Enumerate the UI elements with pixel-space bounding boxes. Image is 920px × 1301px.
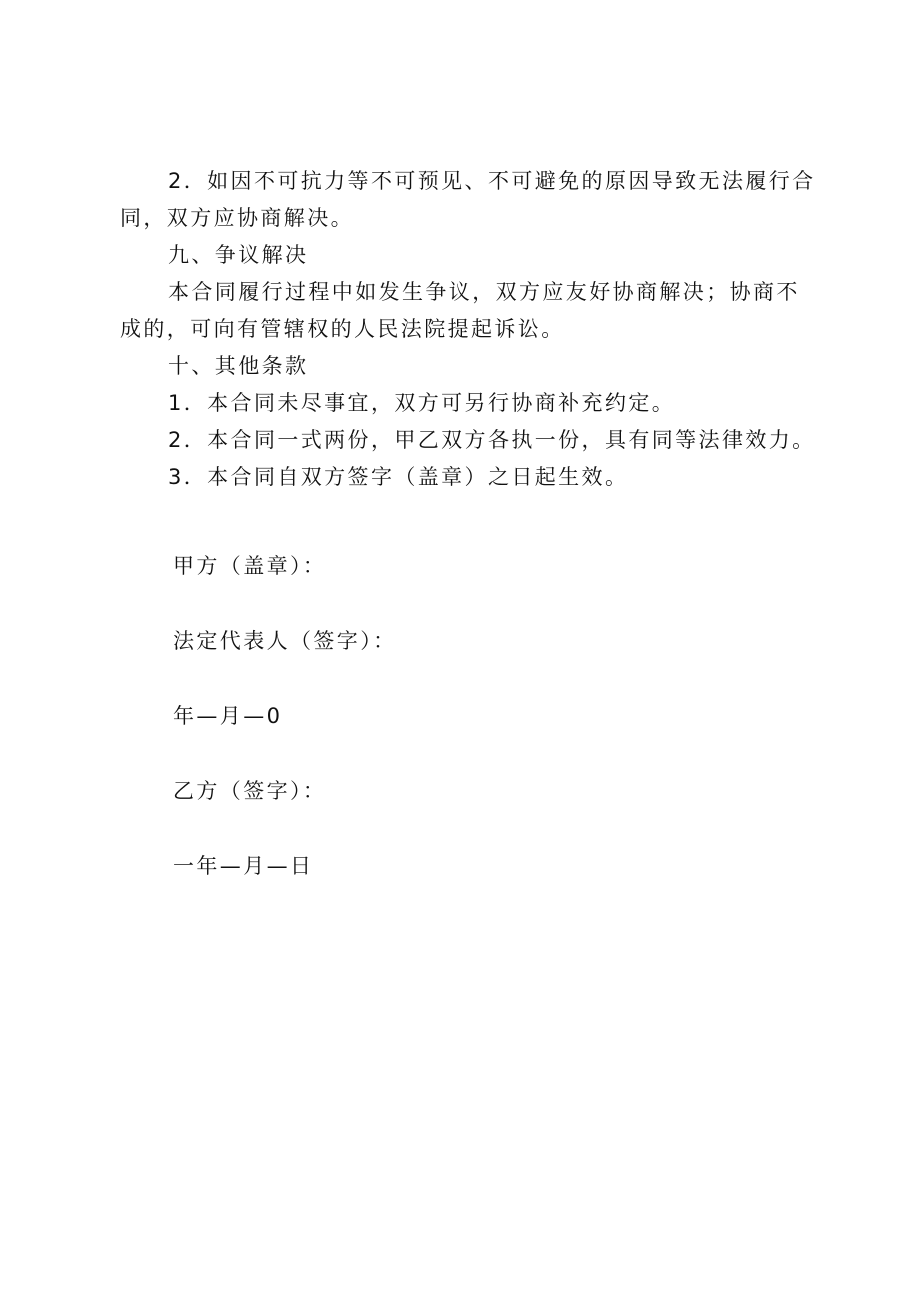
legal-representative-line: 法定代表人（签字）： [173,629,397,653]
party-a-seal-line: 甲方（盖章）： [173,554,327,578]
section-heading-other: 十、其他条款 [168,354,309,378]
clause-dispute-resolution: 本合同履行过程中如发生争议，双方应友好协商解决；协商不成的，可向有管辖权的人民法院提起诉讼。 [120,280,800,341]
clause-force-majeure: 2．如因不可抗力等不可预见、不可避免的原因导致无法履行合同，双方应协商解决。 [120,169,816,230]
section-heading-dispute: 九、争议解决 [168,243,309,267]
clause-other-2: 2．本合同一式两份，甲乙双方各执一份，具有同等法律效力。 [168,428,816,452]
clause-other-1: 1．本合同未尽事宜，双方可另行协商补充约定。 [168,391,676,415]
party-b-date-line: 一年—月—日 [173,854,314,878]
signature-block [173,548,773,923]
clause-other-3: 3．本合同自双方签字（盖章）之日起生效。 [168,465,629,489]
party-b-sign-line: 乙方（签字）： [173,779,327,803]
contract-body [120,163,820,496]
party-a-date-line: 年—月—0 [173,704,283,728]
